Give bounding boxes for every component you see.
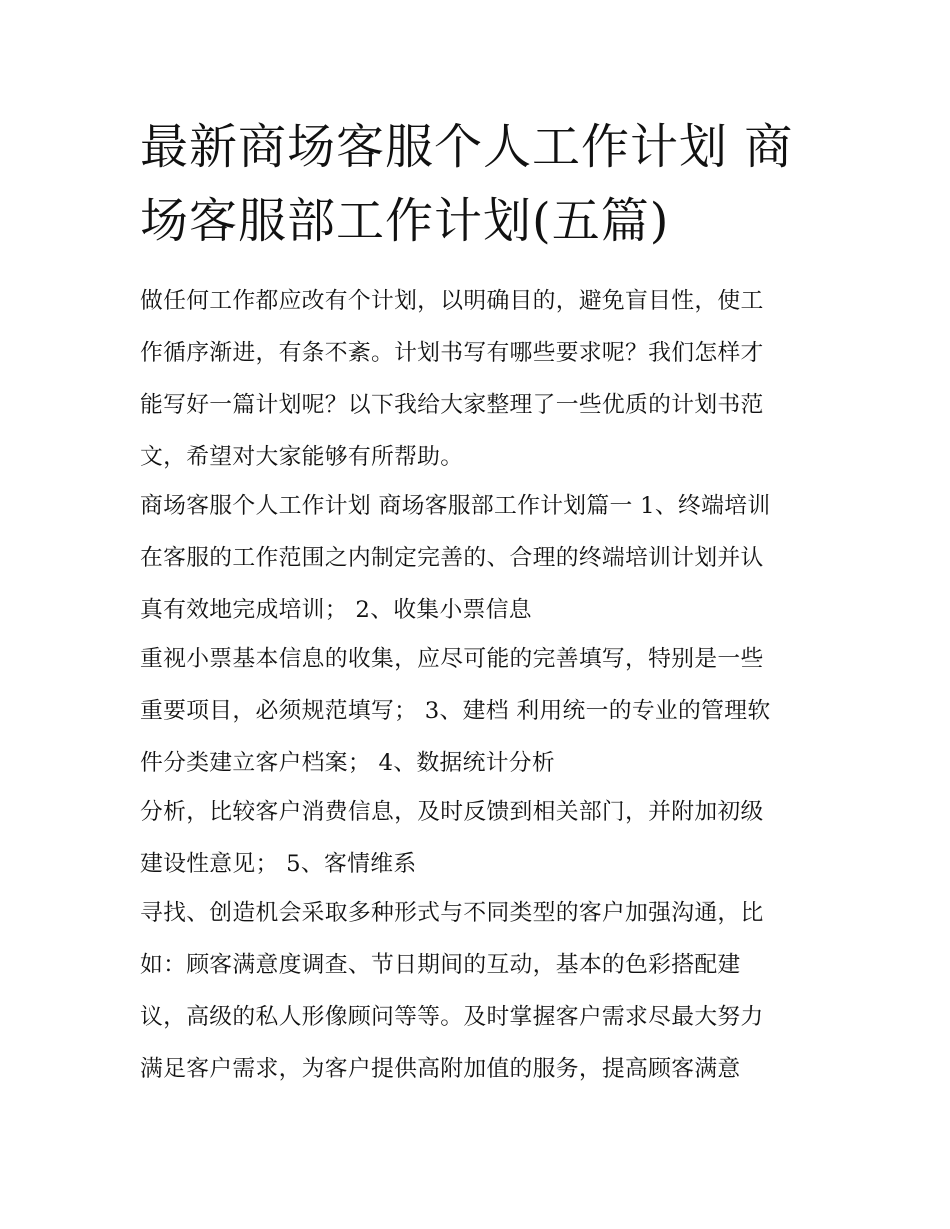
text-line: 分析，比较客户消费信息，及时反馈到相关部门，并附加初级 [140, 799, 764, 825]
text-line: 真有效地完成培训； 2、收集小票信息 [140, 597, 532, 623]
text-line: 做任何工作都应改有个计划，以明确目的，避免盲目性，使工 [140, 288, 764, 314]
text-line: 满足客户需求，为客户提供高附加值的服务，提高顾客满意 [140, 1056, 741, 1082]
text-line: 寻找、创造机会采取多种形式与不同类型的客户加强沟通，比 [140, 900, 764, 926]
receipt-info-paragraph [140, 633, 830, 789]
text-line: 重要项目，必须规范填写； 3、建档 利用统一的专业的管理软 [140, 698, 771, 724]
text-line: 建设性意见； 5、客情维系 [140, 851, 417, 877]
text-line: 在客服的工作范围之内制定完善的、合理的终端培训计划并认 [140, 545, 764, 571]
text-line: 重视小票基本信息的收集，应尽可能的完善填写，特别是一些 [140, 646, 764, 672]
title-line: 场客服部工作计划(五篇) [140, 193, 670, 249]
intro-paragraph [140, 275, 830, 483]
customer-relations-paragraph [140, 887, 830, 1095]
text-line: 如：顾客满意度调查、节日期间的互动，基本的色彩搭配建 [140, 952, 741, 978]
text-line: 议，高级的私人形像顾问等等。及时掌握客户需求尽最大努力 [140, 1004, 764, 1030]
section-one-paragraph [140, 480, 830, 636]
text-line: 文，希望对大家能够有所帮助。 [140, 444, 464, 470]
text-line: 件分类建立客户档案； 4、数据统计分析 [140, 750, 555, 776]
text-line: 能写好一篇计划呢？以下我给大家整理了一些优质的计划书范 [140, 392, 764, 418]
analysis-paragraph [140, 786, 830, 890]
text-line: 商场客服个人工作计划 商场客服部工作计划篇一 1、终端培训 [140, 493, 771, 519]
title-line: 最新商场客服个人工作计划 商 [140, 119, 794, 175]
document-title [140, 110, 840, 258]
text-line: 作循序渐进，有条不紊。计划书写有哪些要求呢？我们怎样才 [140, 340, 764, 366]
